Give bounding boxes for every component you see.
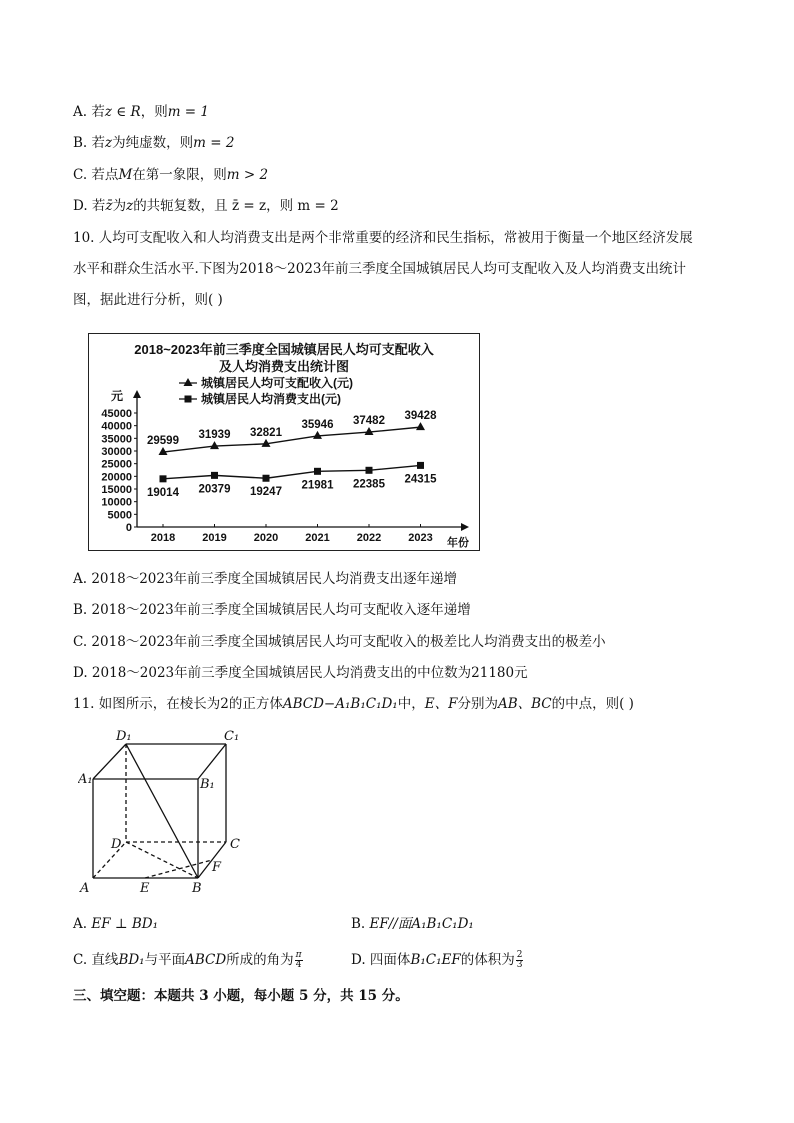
- label-b: B: [192, 881, 202, 896]
- stem-text: 中，: [397, 696, 425, 712]
- stem-math: E、F: [424, 696, 458, 712]
- q10-option-a: A. 2018～2023年前三季度全国城镇居民人均消费支出逐年递增: [73, 571, 458, 587]
- option-label: C. 若点: [73, 167, 119, 183]
- q10-option-c: C. 2018～2023年前三季度全国城镇居民人均可支配收入的极差比人均消费支出的极差小: [73, 634, 606, 650]
- y-tick-label: 35000: [101, 433, 132, 446]
- y-axis-arrow: [133, 390, 141, 398]
- label-d1: D₁: [116, 729, 132, 744]
- fraction-pi-over-4: [295, 951, 303, 970]
- option-math: z: [126, 198, 134, 214]
- data-label: 29599: [147, 435, 179, 448]
- option-label: D. 四面体: [351, 952, 411, 968]
- x-tick-label: 2018: [150, 532, 176, 544]
- option-label: A. 若: [73, 104, 105, 120]
- edge-b1c1: [198, 744, 226, 779]
- label-c: C: [230, 837, 240, 852]
- data-label: 19014: [147, 486, 179, 499]
- label-f: F: [212, 860, 222, 875]
- y-tick-label: 30000: [101, 446, 132, 458]
- data-label: 37482: [353, 415, 385, 428]
- data-label: 19247: [250, 486, 282, 499]
- x-tick-label: 2022: [356, 532, 382, 544]
- data-point-triangle: [416, 422, 425, 430]
- y-axis-label: 元: [111, 389, 124, 403]
- option-math: M: [118, 167, 133, 183]
- label-a: A: [80, 881, 90, 896]
- edge-a1d1: [93, 744, 126, 779]
- fraction-denominator: 3: [516, 960, 523, 970]
- fraction-two-thirds: [516, 951, 524, 970]
- q11-option-c: [73, 951, 303, 970]
- series-line: [163, 465, 421, 478]
- q10-option-d: D. 2018～2023年前三季度全国城镇居民人均消费支出的中位数为21180元: [73, 665, 528, 681]
- option-math: z ∈ R: [104, 104, 141, 120]
- data-label: 24315: [404, 473, 437, 486]
- data-label: 21981: [301, 479, 334, 492]
- x-tick-label: 2021: [305, 532, 330, 544]
- data-label: 39428: [404, 410, 437, 423]
- option-math: z: [105, 135, 113, 151]
- label-a1: A₁: [78, 772, 93, 787]
- label-c1: C₁: [224, 729, 240, 744]
- q11-option-b: [351, 915, 474, 933]
- q9-option-d: [73, 197, 339, 215]
- y-tick-label: 15000: [101, 484, 132, 496]
- data-label: 31939: [198, 429, 231, 442]
- x-tick-label: 2020: [253, 532, 279, 544]
- label-e: E: [140, 881, 150, 896]
- option-math: m = 2: [193, 135, 235, 151]
- stem-math: ABCD−A₁B₁C₁D₁: [282, 696, 398, 712]
- q11-option-a: [73, 915, 158, 933]
- cube-figure: [78, 724, 258, 899]
- fraction-numerator: 2: [516, 950, 523, 960]
- stem-text: 分别为: [457, 696, 498, 712]
- y-tick-label: 20000: [101, 471, 132, 484]
- legend-label: 城镇居民人均可支配收入(元): [201, 376, 353, 390]
- data-point-square: [211, 472, 218, 479]
- q9-option-a: [73, 103, 209, 121]
- x-axis-arrow: [461, 523, 469, 531]
- section-3-heading: 三、填空题：本题共 3 小题，每小题 5 分，共 15 分。: [73, 988, 409, 1004]
- fraction-denominator: 4: [295, 960, 302, 970]
- stem-text: 11. 如图所示，在棱长为2的正方体: [73, 696, 283, 712]
- data-point-square: [263, 475, 270, 482]
- q9-option-b: [73, 134, 234, 152]
- line-chart: [88, 333, 480, 551]
- data-label: 20379: [198, 483, 231, 496]
- legend-marker-triangle: [184, 378, 193, 386]
- option-math: BD₁: [118, 952, 145, 968]
- option-label: B.: [351, 916, 366, 932]
- option-math: z̄: [105, 198, 113, 214]
- data-point-square: [366, 467, 373, 474]
- data-label: 32821: [250, 426, 282, 439]
- q10-stem-line3: 图，据此进行分析，则( ): [73, 292, 223, 308]
- data-point-square: [160, 475, 167, 482]
- option-text: 所成的角为: [226, 952, 294, 968]
- option-label: C. 直线: [73, 952, 119, 968]
- option-math: ABCD: [185, 952, 227, 968]
- option-text: ，则: [140, 104, 168, 120]
- y-tick-label: 10000: [101, 496, 132, 509]
- chart-canvas: [89, 334, 479, 550]
- data-label: 35946: [301, 418, 334, 431]
- legend-marker-square: [185, 396, 192, 403]
- x-tick-label: 2023: [408, 532, 433, 544]
- x-axis-label: 年份: [447, 537, 469, 549]
- option-label: B. 若: [73, 135, 106, 151]
- y-tick-label: 40000: [101, 420, 132, 433]
- y-tick-label: 45000: [101, 408, 132, 420]
- option-text: 为纯虚数，则: [112, 135, 194, 151]
- stem-math: AB、BC: [497, 696, 552, 712]
- q10-stem-line1: 10. 人均可支配收入和人均消费支出是两个非常重要的经济和民生指标，常被用于衡量一个地区经济发展: [73, 230, 693, 246]
- option-text: 的共轭复数，且 z̄ = z，则 m = 2: [133, 198, 339, 214]
- y-tick-label: 5000: [107, 509, 132, 522]
- legend-label: 城镇居民人均消费支出(元): [201, 392, 341, 406]
- option-text: 在第一象限，则: [132, 167, 227, 183]
- option-math: EF ⊥ BD₁: [91, 916, 158, 932]
- segment-db: [126, 842, 198, 878]
- q11-stem: [73, 695, 634, 713]
- fraction-numerator: π: [295, 950, 302, 960]
- option-math: m > 2: [226, 167, 269, 183]
- q9-option-c: [73, 166, 268, 184]
- data-point-triangle: [210, 441, 219, 449]
- option-label: A.: [73, 916, 88, 932]
- q10-option-b: B. 2018～2023年前三季度全国城镇居民人均可支配收入逐年递增: [73, 602, 471, 618]
- y-tick-label: 25000: [101, 458, 132, 471]
- stem-text: 的中点，则( ): [551, 696, 634, 712]
- y-tick-label: 0: [125, 522, 132, 534]
- chart-subtitle: 及人均消费支出统计图: [218, 359, 350, 374]
- data-point-square: [314, 468, 321, 475]
- data-point-triangle: [313, 431, 322, 439]
- option-math: m = 1: [167, 104, 209, 120]
- option-math: EF//面A₁B₁C₁D₁: [369, 916, 474, 932]
- x-tick-label: 2019: [202, 532, 227, 544]
- option-text: 为: [112, 198, 127, 214]
- label-b1: B₁: [200, 777, 215, 792]
- segment-bd1: [126, 744, 198, 878]
- chart-title: 2018~2023年前三季度全国城镇居民人均可支配收入: [134, 342, 434, 357]
- q10-stem-line2: 水平和群众生活水平.下图为2018～2023年前三季度全国城镇居民人均可支配收入及人均消费支出统计: [73, 261, 687, 277]
- label-d: D: [111, 837, 122, 852]
- data-point-square: [417, 462, 424, 469]
- option-label: D. 若: [73, 198, 106, 214]
- segment-ef: [145, 860, 212, 878]
- option-math: B₁C₁EF: [410, 952, 461, 968]
- option-text: 与平面: [144, 952, 186, 968]
- q11-option-d: [351, 951, 523, 970]
- data-label: 22385: [353, 478, 385, 491]
- option-text: 的体积为: [460, 952, 515, 968]
